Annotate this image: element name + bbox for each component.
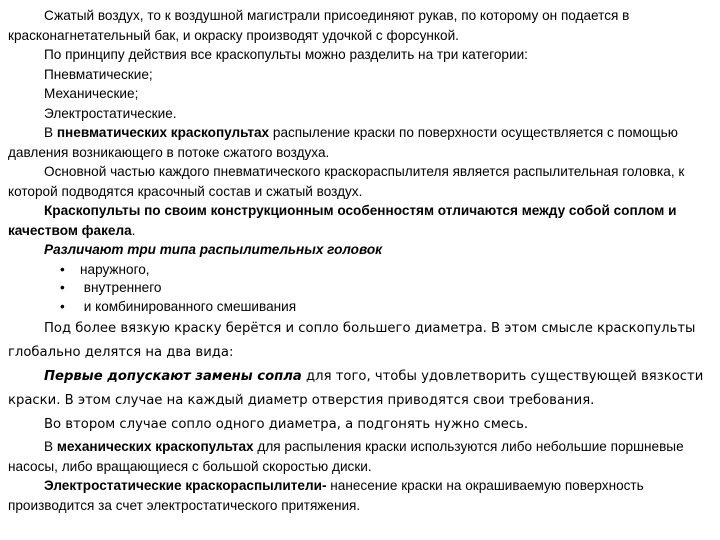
bold-term-pneumatic: пневматических краскопультах xyxy=(56,125,270,140)
document-body xyxy=(8,6,714,515)
bullet-icon: • xyxy=(60,261,65,277)
paragraph-nozzle-viscosity: Под более вязкую краску берётся и сопло большего диаметра. В этом смысле краскопульты глобально делятся на два вида: xyxy=(8,321,696,360)
bold-construction-statement: Краскопульты по своим конструкционным особенностям отличаются между собой соплом и качеством факела xyxy=(8,203,677,238)
list-item xyxy=(60,279,714,298)
list-item xyxy=(60,298,714,317)
paragraph-second-type: Во втором случае сопло одного диаметра, а подгонять нужно смесь. xyxy=(44,417,529,432)
category-electrostatic: Электростатические. xyxy=(44,105,177,121)
text-suffix: для того, чтобы удовлетворить существующей вязкости краски. В этом случае на каждый диаметр отверстия приводятся свои требования. xyxy=(8,369,704,408)
paragraph-spray-head: Основной частью каждого пневматического краскораспылителя является распылительная головка, к которой подводятся красочный состав и сжатый воздух. xyxy=(8,164,685,199)
text-suffix: распыление краски по поверхности осуществляется с помощью давления возникающего в потоке сжатого воздуха. xyxy=(8,125,678,160)
bold-term-electrostatic: Электростатические краскораспылители- xyxy=(44,478,327,493)
category-mechanical: Механические; xyxy=(44,86,139,101)
text-prefix: В xyxy=(44,439,57,454)
paragraph-compressed-air: Сжатый воздух, то к воздушной магистрали присоединяют рукав, по которому он подается в красконагнетательный бак, и окраску производят удочкой с форсункой. xyxy=(8,8,630,43)
list-item-label: и комбинированного смешивания xyxy=(80,298,297,314)
paragraph-categories-intro: По принципу действия все краскопульты можно разделить на три категории: xyxy=(44,47,528,62)
bullet-icon: • xyxy=(60,280,65,295)
paragraph-first-type xyxy=(8,365,714,413)
bullet-icon: • xyxy=(60,298,65,314)
text-suffix: нанесение краски на окрашиваемую поверхность производится за счет электростатического притяжения. xyxy=(8,478,644,513)
paragraph-pneumatic xyxy=(8,123,714,162)
paragraph-mechanical xyxy=(8,437,714,476)
head-types-list xyxy=(8,261,714,317)
bold-italic-first-type: Первые допускают замены сопла xyxy=(44,369,302,384)
heading-head-types: Различают три типа распылительных головок xyxy=(44,242,383,257)
list-item-label: внутреннего xyxy=(80,280,162,295)
category-pneumatic: Пневматические; xyxy=(44,66,153,82)
text-prefix: В xyxy=(44,125,57,140)
text-suffix: . xyxy=(131,222,136,238)
list-item xyxy=(60,261,714,280)
text-suffix: для распыления краски используются либо небольшие поршневые насосы, либо вращающиеся с большой скоростью диски. xyxy=(8,439,684,474)
paragraph-construction xyxy=(8,201,714,240)
paragraph-electrostatic xyxy=(8,476,714,515)
bold-term-mechanical: механических краскопультах xyxy=(56,439,254,454)
list-item-label: наружного, xyxy=(80,261,150,277)
